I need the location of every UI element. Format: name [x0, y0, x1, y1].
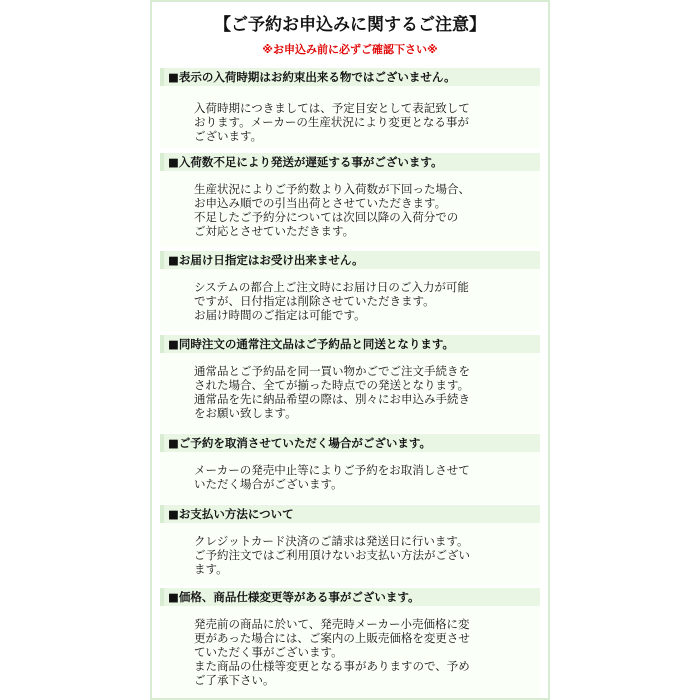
section-body [160, 353, 540, 433]
section-line: 入荷時期につきましては、予定目安として表記致して [194, 101, 470, 115]
section-body [160, 86, 540, 148]
section-line: 通常品とご予約品を同一買い物かごでご注文手続きを [194, 364, 470, 378]
section-heading: ■ご予約を取消させていただく場合がございます。 [160, 434, 540, 452]
section-line: 通常品を先に納品希望の際は、別々にお申込み手続き [194, 392, 470, 406]
section-line: また商品の仕様等変更となる事がありますので、予め [194, 659, 470, 673]
section-body [160, 606, 540, 698]
notice-section [160, 434, 540, 504]
section-line: お申込み順での引当出荷とさせていただきます。 [194, 196, 447, 210]
page-title: 【ご予約お申込みに関するご注意】 [214, 15, 486, 35]
section-line: ですが、日付指定は削除させていただきます。 [194, 294, 435, 308]
section-line: いただく場合がございます。 [194, 477, 343, 491]
section-heading: ■同時注文の通常注文品はご予約品と同送となります。 [160, 335, 540, 353]
section-line: 更があった場合には、ご案内の上販売価格を変更させ [194, 631, 470, 645]
notice-section [160, 588, 540, 698]
notice-section [160, 153, 540, 247]
section-line: ございます。 [194, 129, 263, 143]
section-heading: ■お届け日指定はお受け出来ません。 [160, 251, 540, 269]
section-line: された場合、全てが揃った時点での発送となります。 [194, 378, 470, 392]
notice-section [160, 335, 540, 433]
notice-section [160, 505, 540, 585]
section-line: クレジットカード決済のご請求は発送日に行います。 [194, 534, 469, 548]
section-line: ご了承下さい。 [194, 673, 275, 687]
section-line: ます。 [194, 562, 228, 576]
section-body [160, 171, 540, 247]
section-line: システムの都合上ご注文時にお届け日のご入力が可能 [194, 280, 469, 294]
section-line: ご予約注文ではご利用頂けないお支払い方法がござい [194, 548, 470, 562]
section-line: 生産状況によりご予約数より入荷数が下回った場合、 [194, 182, 470, 196]
section-line: 不足したご予約分については次回以降の入荷分での [194, 210, 459, 224]
notice-section [160, 251, 540, 331]
notice-section [160, 68, 540, 148]
section-line: 発売前の商品に於いて、発売時メーカー小売価格に変 [194, 617, 470, 631]
section-body [160, 269, 540, 331]
section-body [160, 452, 540, 504]
notice-panel [150, 0, 550, 700]
section-line: おります。メーカーの生産状況により変更となる事が [194, 115, 469, 129]
section-body [160, 523, 540, 585]
section-line: ていただく事がございます。 [194, 645, 343, 659]
section-line: お届け時間のご指定は可能です。 [194, 308, 366, 322]
section-heading: ■お支払い方法について [160, 505, 540, 523]
section-line: メーカーの発売中止等によりご予約をお取消しさせて [194, 463, 470, 477]
section-heading: ■入荷数不足により発送が遅延する事がございます。 [160, 153, 540, 171]
section-line: をお願い致します。 [194, 406, 297, 420]
section-heading: ■表示の入荷時期はお約束出来る物ではございません。 [160, 68, 540, 86]
section-heading: ■価格、商品仕様変更等がある事がございます。 [160, 588, 540, 606]
page-subtitle: ※お申込み前に必ずご確認下さい※ [262, 43, 438, 56]
section-line: ご対応とさせていただきます。 [194, 224, 355, 238]
